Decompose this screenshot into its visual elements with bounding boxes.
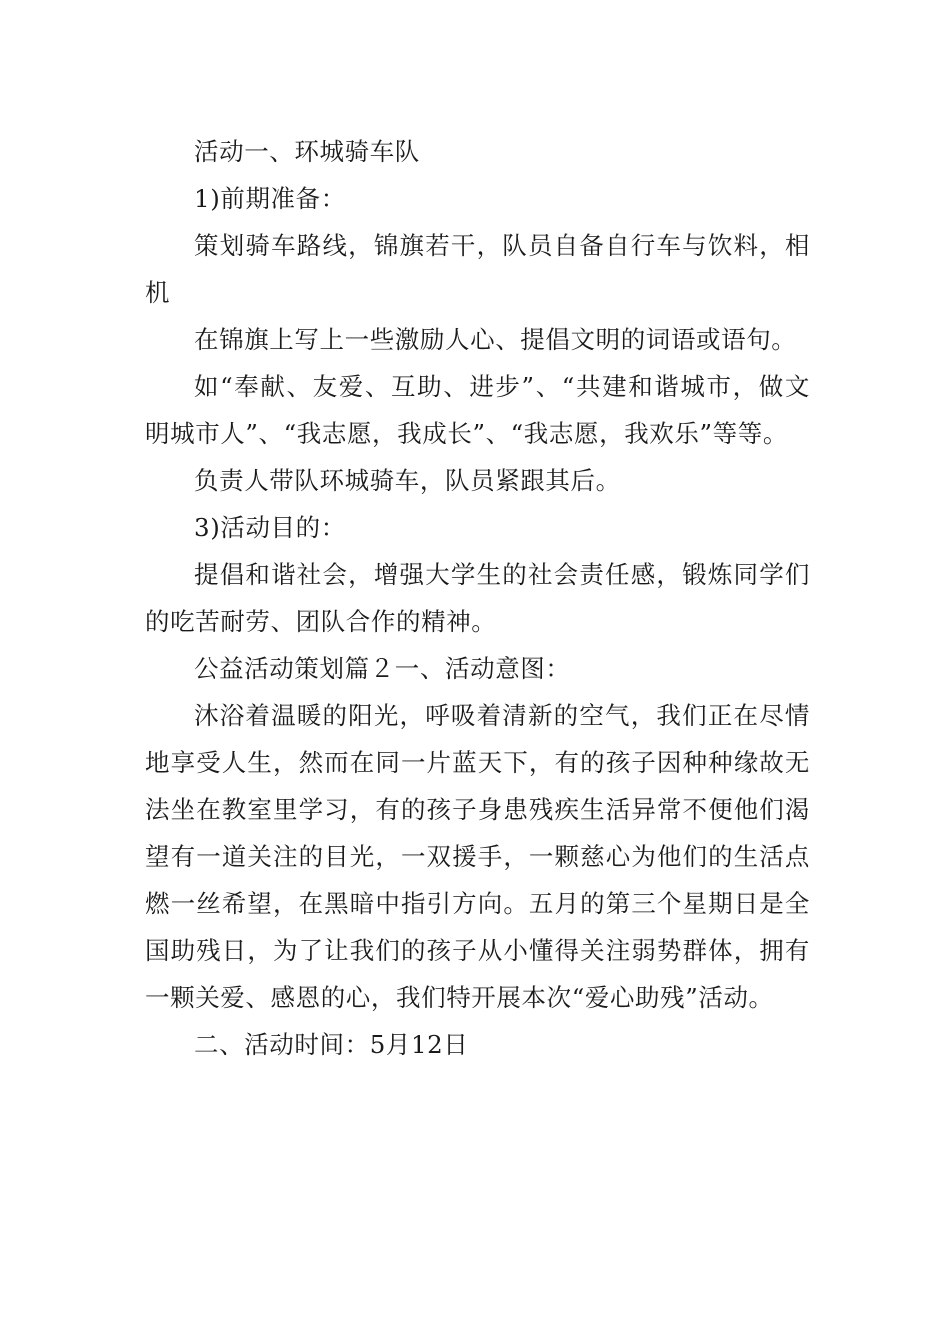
paragraph-leader-ride: 负责人带队环城骑车，队员紧跟其后。	[194, 466, 621, 495]
paragraph-preparation-items: 策划骑车路线，锦旗若干，队员自备自行车与饮料，相机	[145, 231, 810, 307]
paragraph-banner-text: 在锦旗上写上一些激励人心、提倡文明的词语或语句。	[194, 325, 797, 354]
paragraph-slogan-examples: 如“奉献、友爱、互助、进步”、“共建和谐城市，做文明城市人”、“我志愿，我成长”、“我志愿，我欢乐”等等。	[145, 372, 810, 448]
paragraph-intent-text: 沐浴着温暖的阳光，呼吸着清新的空气，我们正在尽情地享受人生，然而在同一片蓝天下，有的孩子因种种缘故无法坐在教室里学习，有的孩子身患残疾生活异常不便他们渴望有一道关注的目光，一双援手，一颗慈心为他们的生活点燃一丝希望，在黑暗中指引方向。五月的第三个星期日是全国助残日，为了让我们的孩子从小懂得关注弱势群体，拥有一颗关爱、感恩的心，我们特开展本次“爱心助残”活动。	[145, 701, 810, 1012]
paragraph-purpose-heading: 3)活动目的：	[194, 513, 346, 542]
paragraph-activity-one-title: 活动一、环城骑车队	[194, 137, 420, 166]
paragraph-plan-two-title: 公益活动策划篇２一、活动意图：	[194, 654, 571, 683]
paragraph-activity-time: 二、活动时间：5月12日	[194, 1030, 469, 1059]
paragraph-preparation-heading: 1)前期准备：	[194, 184, 346, 213]
document-body	[145, 128, 810, 1068]
paragraph-purpose-text: 提倡和谐社会，增强大学生的社会责任感，锻炼同学们的吃苦耐劳、团队合作的精神。	[145, 560, 810, 636]
